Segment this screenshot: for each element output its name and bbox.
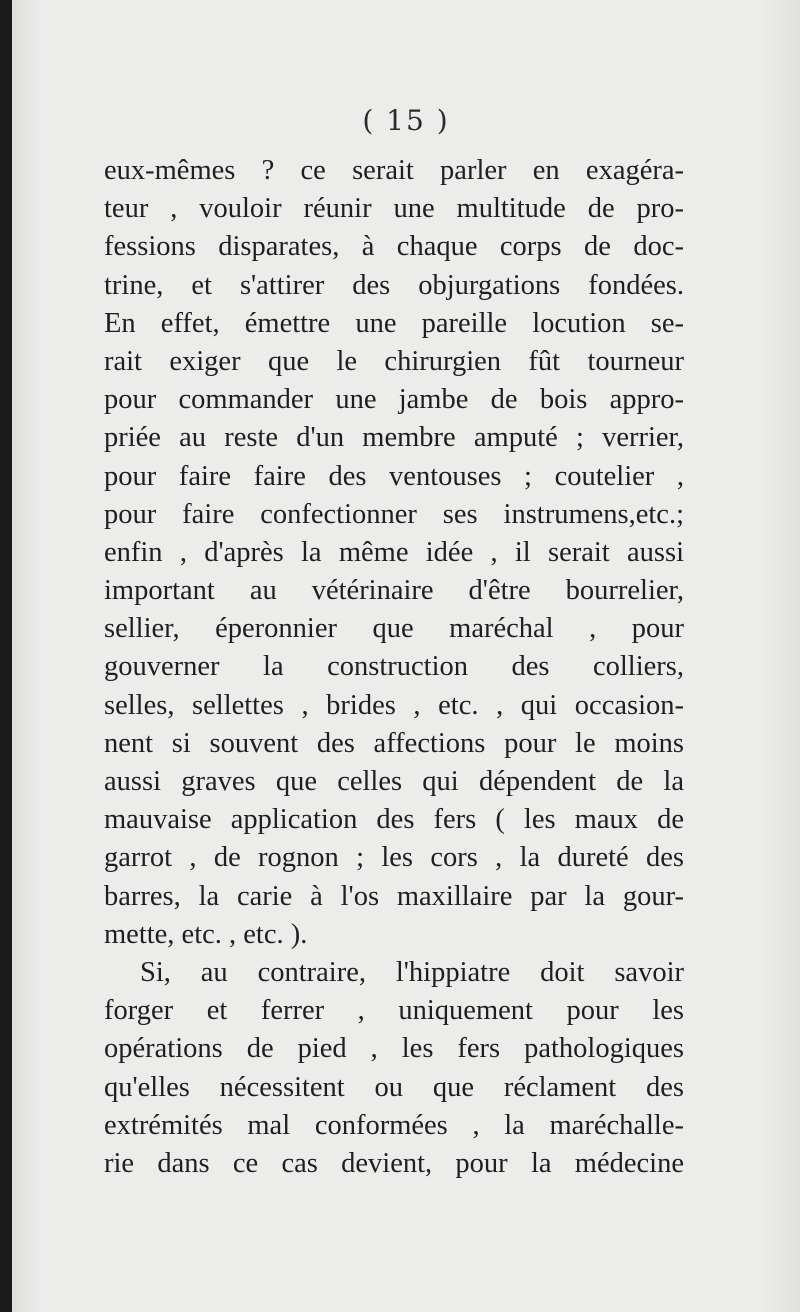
- text-line: nent si souvent des affections pour le moins: [104, 727, 684, 759]
- text-line: pour faire confectionner ses instrumens,etc.;: [104, 498, 684, 530]
- text-line: pour faire faire des ventouses ; coutelier ,: [104, 460, 684, 492]
- text-line: garrot , de rognon ; les cors , la dureté des: [104, 842, 684, 874]
- page-number: ( 15 ): [362, 104, 450, 137]
- text-line: forger et ferrer , uniquement pour les: [104, 995, 684, 1027]
- text-line: important au vétérinaire d'être bourrelier,: [104, 575, 684, 607]
- text-line: pour commander une jambe de bois appro-: [104, 384, 684, 416]
- text-line: enfin , d'après la même idée , il serait aussi: [104, 536, 684, 568]
- text-line: trine, et s'attirer des objurgations fondées.: [104, 269, 684, 301]
- text-line: Si, au contraire, l'hippiatre doit savoir: [140, 956, 684, 988]
- text-line: barres, la carie à l'os maxillaire par la gour-: [104, 880, 684, 912]
- text-line: aussi graves que celles qui dépendent de la: [104, 766, 684, 797]
- text-line: eux-mêmes ? ce serait parler en exagéra-: [104, 155, 684, 186]
- text-line: rait exiger que le chirurgien fût tourneur: [104, 345, 684, 377]
- text-line: mette, etc. , etc. ).: [104, 918, 308, 950]
- text-line: sellier, éperonnier que maréchal , pour: [104, 613, 684, 645]
- body-text: [104, 152, 684, 1183]
- text-line: opérations de pied , les fers pathologiques: [104, 1033, 684, 1065]
- book-page: [12, 0, 800, 1312]
- text-line: gouverner la construction des colliers,: [104, 651, 684, 683]
- text-line: mauvaise application des fers ( les maux de: [104, 804, 684, 836]
- text-line: teur , vouloir réunir une multitude de pro-: [104, 193, 684, 225]
- text-line: selles, sellettes , brides , etc. , qui occasion-: [104, 689, 684, 721]
- text-line: extrémités mal conformées , la maréchalle-: [104, 1109, 684, 1141]
- text-line: priée au reste d'un membre amputé ; verrier,: [104, 422, 684, 454]
- text-line: rie dans ce cas devient, pour la médecine: [104, 1147, 684, 1179]
- text-line: fessions disparates, à chaque corps de doc-: [104, 231, 684, 263]
- text-line: En effet, émettre une pareille locution se-: [104, 307, 684, 339]
- text-line: qu'elles nécessitent ou que réclament des: [104, 1071, 684, 1103]
